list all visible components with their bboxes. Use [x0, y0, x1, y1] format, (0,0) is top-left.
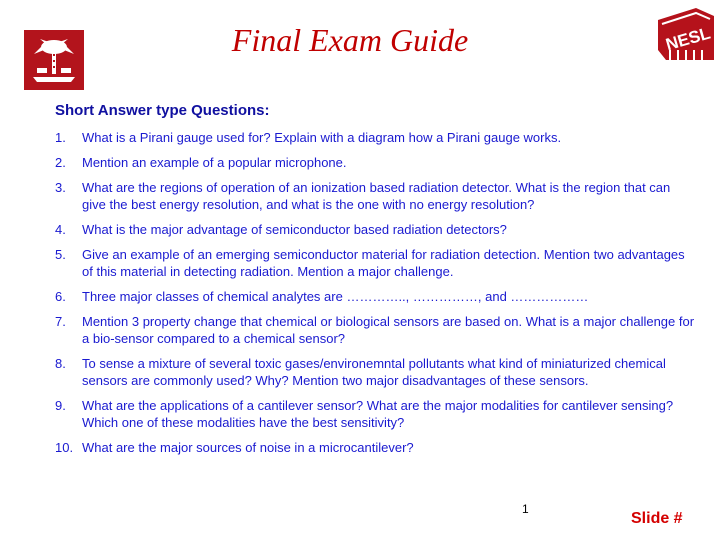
question-number: 9.	[55, 398, 66, 413]
nesl-logo	[656, 6, 716, 62]
question-number: 6.	[55, 289, 66, 304]
question-number: 4.	[55, 222, 66, 237]
question-text: Three major classes of chemical analytes are ………….., ……………, and ………………	[82, 289, 589, 304]
university-logo	[24, 30, 84, 90]
question-item	[55, 397, 695, 431]
question-item	[55, 221, 695, 238]
page-title: Final Exam Guide	[231, 22, 469, 58]
question-list	[55, 129, 695, 464]
question-text: Give an example of an emerging semiconductor material for radiation detection. Mention two advantages of this material in detecting radiation. Mention a major challenge.	[82, 247, 685, 279]
section-heading: Short Answer type Questions:	[55, 102, 270, 119]
question-text: What is the major advantage of semiconductor based radiation detectors?	[82, 222, 507, 237]
question-item	[55, 288, 695, 305]
question-text: What are the regions of operation of an ionization based radiation detector. What is the region that can give the best energy resolution, and what is the one with no energy resolution?	[82, 180, 671, 212]
question-text: Mention 3 property change that chemical or biological sensors are based on. What is a major challenge for a bio-sensor compared to a chemical sensor?	[82, 314, 695, 346]
nesl-logo-text: NESL	[663, 23, 713, 55]
page-number: 1	[522, 502, 529, 516]
nesl-logo-icon	[656, 6, 716, 62]
question-text: What is a Pirani gauge used for? Explain with a diagram how a Pirani gauge works.	[82, 130, 562, 145]
palmetto-tree-icon	[24, 30, 84, 90]
slide-number-label: Slide #	[631, 510, 683, 527]
question-text: Mention an example of a popular microphone.	[82, 155, 347, 170]
question-text: What are the major sources of noise in a microcantilever?	[82, 440, 414, 455]
question-text: What are the applications of a cantilever sensor? What are the major modalities for cantilever sensing? Which one of these modalities have the best sensitivity?	[82, 398, 674, 430]
question-number: 3.	[55, 180, 66, 195]
question-text: To sense a mixture of several toxic gases/environemntal pollutants what kind of miniaturized chemical sensors are commonly used? Why? Mention two major disadvantages of these sensors.	[82, 356, 666, 388]
question-number: 1.	[55, 130, 66, 145]
question-number: 7.	[55, 314, 66, 329]
question-number: 5.	[55, 247, 66, 262]
question-item	[55, 355, 695, 389]
question-item	[55, 246, 695, 280]
question-item	[55, 179, 695, 213]
question-item	[55, 129, 695, 146]
question-item	[55, 313, 695, 347]
question-item	[55, 439, 695, 456]
question-number: 8.	[55, 356, 66, 371]
question-item	[55, 154, 695, 171]
question-number: 10.	[55, 440, 74, 455]
question-number: 2.	[55, 155, 66, 170]
